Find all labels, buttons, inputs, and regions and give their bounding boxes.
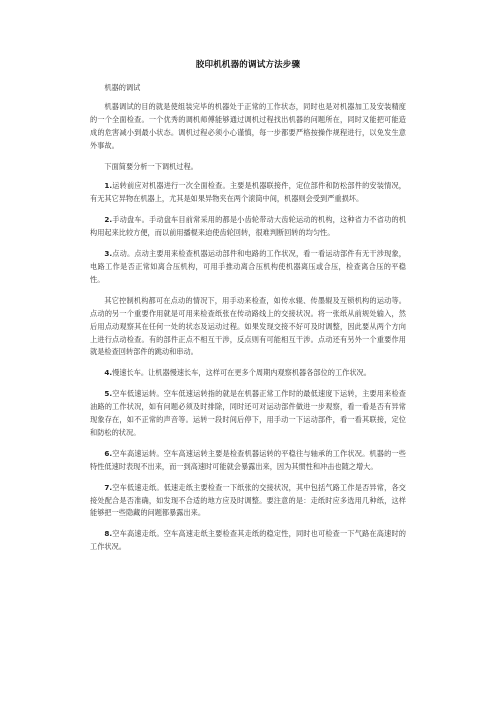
page-title: 胶印机机器的调试方法步骤 [195,60,301,70]
section-subtitle: 机器的调试 [104,83,141,92]
step-number: 7. [104,482,113,492]
paragraph-step-2 [90,214,406,240]
step-number: 4. [104,368,113,378]
paragraph-text: 其它控制机构都可在点动的情况下，用手动来检查，如传水辊、传墨辊及互锁机构的运动等。点动的另一个重要作用就是可用来检查纸张在传动路线上的交接状况。将一张纸从前规处输入，然后用点动观察其在任何一处的状态及运动过程。如果发现交接不好可及时调整，因此要从两个方向上进行点动检查。有的部件正点不相互干涉，反点则有可能相互干涉。点动还有另外一个重要作用就是检查回转部件的跳动和串动。 [90,295,406,357]
paragraph-step-1 [90,180,406,206]
paragraph-text: 空车高速走纸。空车高速走纸主要检查其走纸的稳定性，同时也可检查一下气路在高速时的工作状况。 [90,529,406,552]
paragraph-step-8 [90,528,406,554]
paragraph-text: 点动。点动主要用来检查机器运动部件和电路的工作状况，看一看运动部件有无干涉现象，电路工作是否正常如离合压机构，可用手推动离合压机构使机器离压或合压，检查离合压的平稳性。 [90,249,406,284]
step-number: 1. [104,181,113,191]
paragraph-text: 空车低速运转。空车低速运转指的就是在机器正常工作时的最低速度下运转，主要用来检查油路的工作状况，如有问题必须及时排除，同时还可对运动部件做进一步观察，看一看是否有异常现象存在，如不正常的声音等。运转一段时间后停下，用手动一下运动部件，看一看其联接，定位和防松的状况。 [90,389,406,437]
paragraph-step-5 [90,388,406,440]
paragraph-step-3 [90,248,406,287]
paragraph-text: 手动盘车。手动盘车目前常采用的都是小齿轮带动大齿轮运动的机构，这种省力不省功的机构用起来比较方便，而以前用播棍来迫使齿轮回转，很难判断回转的均匀性。 [90,215,406,238]
step-number: 2. [104,215,113,225]
paragraph-step-4 [90,367,406,380]
step-number: 3. [104,249,113,259]
paragraph-text: 机器调试的目的就是使组装完毕的机器处于正常的工作状态，同时也是对机器加工及安装精度的一个全面检查。一个优秀的调机师傅能够通过调机过程找出机器的问题所在，同时又能把可能造成的危害减小到最小状态。调机过程必须小心谨慎，每一步都要严格按操作规程进行，以免发生意外事故。 [90,101,406,150]
paragraph-text: 空车高速运转。空车高速运转主要是检查机器运转的平稳往与轴承的工作状况。机器的一些特性低速时表现不出来，而一到高速时可能就会暴露出来，因为其惯性和冲击也随之增大。 [90,448,406,471]
document-body [90,82,406,562]
step-number: 5. [104,389,113,399]
paragraph-text: 下面简要分析一下调机过程。 [104,161,198,171]
step-number: 6. [104,448,113,458]
paragraph-step-7 [90,482,406,521]
paragraph-text: 空车低速走纸。低速走纸主要检查一下纸张的交接状况，其中包括气路工作是否异常，各交接处配合是否准确，如发现不合适的地方应及时调整。要注意的是：走纸时应多选用几种纸，这样能够把一些隐藏的问题都暴露出来。 [90,482,406,518]
paragraph-text: 运转前应对机器进行一次全面检查。主要是机器联接件，定位部件和防松部件的安装情况，有无其它异物在机器上，尤其是如果异物夹在两个滚筒中间，机器则会受到严重损坏。 [90,181,406,204]
paragraph-purpose [90,101,406,153]
step-number: 8. [104,529,113,539]
paragraph-controls [90,295,406,360]
paragraph-intro [90,161,406,174]
paragraph-step-6 [90,448,406,474]
paragraph-text: 慢速长车。让机器慢速长车，这样可在更多个周期内观察机器各部位的工作状况。 [112,368,371,378]
